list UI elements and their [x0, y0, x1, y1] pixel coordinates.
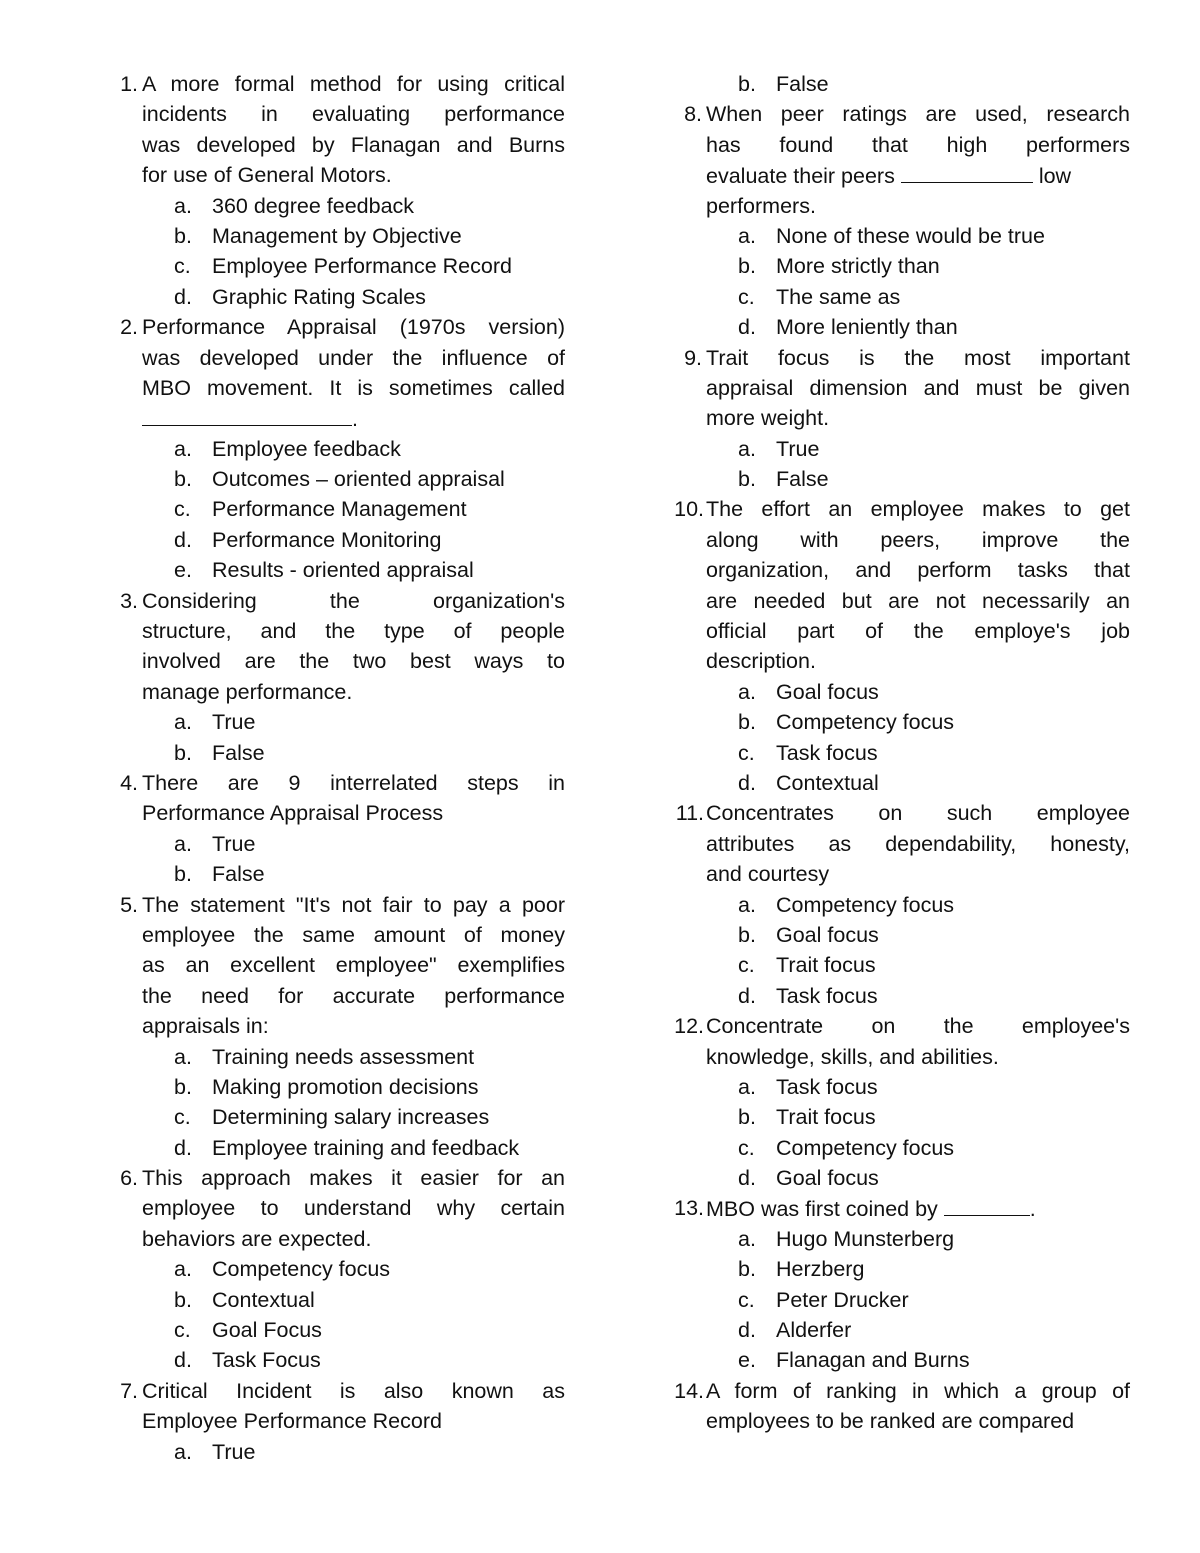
- question-12: 12. Concentrate on the employee's: [662, 1011, 1130, 1041]
- option: c. Performance Management: [174, 497, 467, 522]
- question-number: 12.: [674, 1014, 704, 1039]
- option: a. Hugo Munsterberg: [738, 1226, 955, 1251]
- question-7: 7. Critical Incident is also known as: [98, 1376, 565, 1406]
- option: b. Herzberg: [738, 1257, 865, 1282]
- option: c. Employee Performance Record: [174, 254, 512, 279]
- option: d. Employee training and feedback: [174, 1135, 520, 1160]
- question-text: for use of General Motors.: [142, 163, 392, 188]
- option: a. True: [174, 831, 256, 856]
- option: b. Outcomes – oriented appraisal: [174, 467, 505, 492]
- option: b. False: [174, 862, 265, 887]
- answer-blank: [142, 403, 352, 426]
- option: a. Competency focus: [738, 892, 955, 917]
- option: a. True: [174, 710, 256, 735]
- question-number: 14.: [674, 1378, 704, 1403]
- question-4: 4. There are 9 interrelated steps in: [98, 768, 565, 798]
- question-number: 8.: [684, 102, 702, 127]
- option: a. 360 degree feedback: [174, 193, 415, 218]
- option: b. More strictly than: [738, 254, 940, 279]
- question-number: 1.: [120, 72, 138, 96]
- option: d. More leniently than: [738, 315, 958, 340]
- option: b. False: [738, 467, 829, 492]
- answer-blank: [901, 160, 1033, 183]
- question-3: 3. Considering the organization's: [98, 586, 565, 616]
- question-number: 2.: [120, 315, 138, 340]
- question-number: 6.: [120, 1166, 138, 1191]
- question-number: 7.: [120, 1378, 138, 1403]
- option: a. True: [738, 436, 820, 461]
- option: b. Contextual: [174, 1287, 315, 1312]
- question-1: [98, 69, 565, 99]
- option: a. True: [174, 1439, 256, 1464]
- question-text: A more formal method for using critical: [142, 72, 565, 96]
- option: b. Management by Objective: [174, 223, 462, 248]
- option: c. Competency focus: [738, 1135, 955, 1160]
- option: b. Competency focus: [738, 710, 955, 735]
- right-column: b. False 8. When peer ratings are used, research has found that high performers evaluate their peers low performers. a. None of these would be true b. More strictly than c. The same as d. More leniently than 9. Trait focus is the most important appraisal dimension and must be given more weight. a. True b. False 10. The effort an employee makes to get along with peers, improve the organization, and perform tasks that are needed but are not necessarily an official part of the employe's job description. a. Goal focus b. Competency focus c. Task focus d. Contextual 11. Concentrates on such employee attributes as dependability, honesty, and courtesy a. Competency focus b. Goal focus c. Trait focus d. Task focus 12. Concentrate on the employee's knowledge, skills, and abilities. a. Task focus b. Trait focus c. Competency focus d. Goal focus 13. MBO was first coined by . a. Hugo Munsterberg b. Herzberg c. Peter Drucker d. Alderfer e. Flanagan and Burns 14. A form of ranking in which a group of employees to be ranked are compared: [662, 69, 1130, 1437]
- question-number: 10.: [674, 497, 704, 522]
- option: d. Goal focus: [738, 1166, 879, 1191]
- question-9: 9. Trait focus is the most important: [662, 343, 1130, 373]
- left-column: 1. A more formal method for using critical incidents in evaluating performance was developed by Flanagan and Burns for use of General Motors. a. 360 degree feedback b. Management by Objective c. Employee Performance Record d. Graphic Rating Scales 2. Performance Appraisal (1970s version) was developed under the influence of MBO movement. It is sometimes called . a. Employee feedback b. Outcomes – oriented appraisal c. Performance Management d. Performance Monitoring e. Results - oriented appraisal 3. Considering the organization's structure, and the type of people involved are the two best ways to manage performance. a. True b. False 4. There are 9 interrelated steps in Performance Appraisal Process a. True b. False 5. The statement "It's not fair to pay a poor employee the same amount of money as an excellent employee" exemplifies the need for accurate performance appraisals in: a. Training needs assessment b. Making promotion decisions c. Determining salary increases d. Employee training and feedback 6. This approach makes it easier for an employee to understand why certain behaviors are expected. a. Competency focus b. Contextual c. Goal Focus d. Task Focus 7. Critical Incident is also known as Employee Performance Record a. True: [98, 69, 565, 1467]
- option: d. Performance Monitoring: [174, 527, 442, 552]
- option: c. The same as: [738, 284, 901, 309]
- question-8: 8. When peer ratings are used, research: [662, 99, 1130, 129]
- option: a. None of these would be true: [738, 223, 1045, 248]
- question-number: 3.: [120, 588, 138, 613]
- option: b. Goal focus: [738, 922, 879, 947]
- question-6: 6. This approach makes it easier for an: [98, 1163, 565, 1193]
- option: b. Making promotion decisions: [174, 1074, 479, 1099]
- option: c. Task focus: [738, 740, 878, 765]
- question-number: 4.: [120, 770, 138, 795]
- question-text: incidents in evaluating performance: [142, 102, 565, 127]
- question-number: 13.: [674, 1196, 704, 1221]
- question-number: 11.: [675, 801, 704, 826]
- question-text: was developed by Flanagan and Burns: [142, 132, 565, 157]
- question-5: 5. The statement "It's not fair to pay a poor: [98, 890, 565, 920]
- option: e. Flanagan and Burns: [738, 1348, 970, 1373]
- question-14: 14. A form of ranking in which a group of: [662, 1376, 1130, 1406]
- question-11: 11. Concentrates on such employee: [662, 798, 1130, 828]
- option: d. Task focus: [738, 983, 878, 1008]
- option: a. Task focus: [738, 1074, 878, 1099]
- option: c. Determining salary increases: [174, 1105, 490, 1130]
- option: a. Employee feedback: [174, 436, 401, 461]
- option: d. Task Focus: [174, 1348, 321, 1373]
- answer-blank: [944, 1193, 1030, 1216]
- option: c. Trait focus: [738, 953, 876, 978]
- question-2: 2. Performance Appraisal (1970s version): [98, 312, 565, 342]
- option: d. Contextual: [738, 770, 879, 795]
- question-13: 13. MBO was first coined by .: [662, 1193, 1130, 1223]
- option: b. Trait focus: [738, 1105, 876, 1130]
- question-number: 5.: [120, 892, 138, 917]
- option: a. Competency focus: [174, 1257, 391, 1282]
- option: c. Goal Focus: [174, 1318, 322, 1343]
- question-number: 9.: [684, 345, 702, 370]
- option: a. Training needs assessment: [174, 1044, 475, 1069]
- option: c. Peter Drucker: [738, 1287, 909, 1312]
- option: b. False: [738, 72, 829, 96]
- option: d. Graphic Rating Scales: [174, 284, 426, 309]
- question-10: 10. The effort an employee makes to get: [662, 494, 1130, 524]
- option: a. Goal focus: [738, 679, 879, 704]
- option: d. Alderfer: [738, 1318, 852, 1343]
- option: e. Results - oriented appraisal: [174, 558, 474, 583]
- option: b. False: [174, 740, 265, 765]
